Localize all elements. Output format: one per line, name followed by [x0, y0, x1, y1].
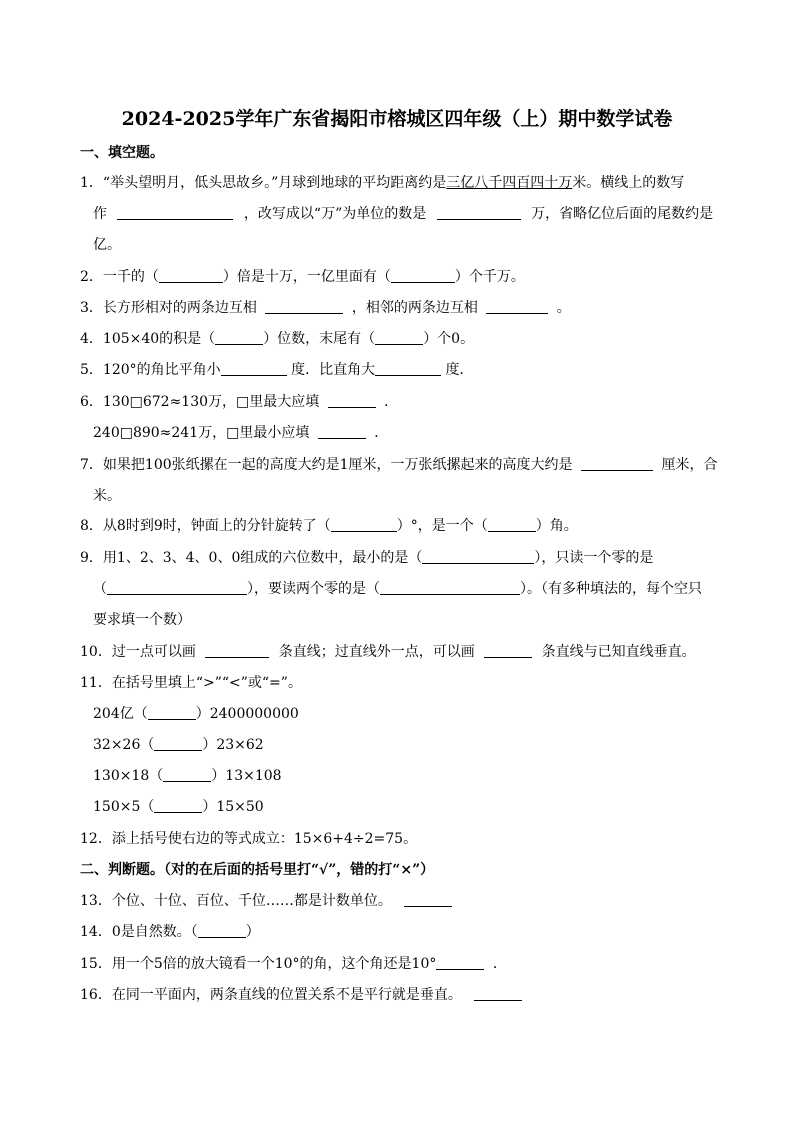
answer-blank[interactable] [375, 361, 441, 376]
answer-blank[interactable] [318, 424, 366, 439]
answer-blank[interactable] [391, 268, 455, 283]
answer-blank[interactable] [205, 643, 269, 658]
answer-blank[interactable] [117, 205, 233, 220]
answer-blank[interactable] [154, 736, 202, 751]
answer-blank[interactable] [221, 361, 287, 376]
comparison-row: 204亿（ ）2400000000 [93, 706, 299, 722]
answer-blank[interactable] [474, 986, 522, 1001]
answer-blank[interactable] [154, 798, 202, 813]
answer-blank[interactable] [484, 643, 532, 658]
page-title: 2024-2025学年广东省揭阳市榕城区四年级（上）期中数学试卷 [121, 108, 673, 130]
answer-blank[interactable] [215, 330, 263, 345]
answer-blank[interactable] [198, 923, 246, 938]
answer-blank[interactable] [107, 580, 247, 595]
question-6-line-1: 6．130□672≈130万，□里最大应填 ． [80, 394, 399, 410]
answer-blank[interactable] [380, 580, 520, 595]
comparison-row: 150×5（ ）15×50 [93, 799, 264, 815]
answer-blank[interactable] [422, 549, 534, 564]
question-9-line-3: 要求填一个数） [93, 612, 191, 628]
question-8: 8．从8时到9时，钟面上的分针旋转了（ ）°，是一个（ ）角。 [80, 518, 578, 534]
underlined-distance: 三亿八千四百四十万 [446, 175, 573, 191]
answer-blank[interactable] [159, 268, 223, 283]
question-9-line-2: （ ），要读两个零的是（ ）。（有多种填法的，每个空只 [93, 581, 702, 597]
question-4: 4．105×40的积是（ ）位数，末尾有（ ）个0。 [80, 331, 475, 347]
question-16: 16．在同一平面内，两条直线的位置关系不是平行就是垂直。 [80, 985, 522, 1005]
question-7-line-1: 7．如果把100张纸摞在一起的高度大约是1厘米，一万张纸摞起来的高度大约是 厘米，合 [80, 457, 718, 473]
question-1-line-1: 1．“举头望明月，低头思故乡。”月球到地球的平均距离约是三亿八千四百四十万米。横线上的数写 [80, 175, 685, 191]
answer-blank[interactable] [328, 393, 376, 408]
answer-blank[interactable] [581, 456, 653, 471]
answer-blank[interactable] [404, 892, 452, 907]
answer-blank[interactable] [163, 767, 211, 782]
answer-blank[interactable] [331, 517, 397, 532]
question-5: 5．120°的角比平角小 度．比直角大 度． [80, 362, 474, 378]
answer-blank[interactable] [436, 955, 484, 970]
question-2: 2．一千的（ ）倍是十万，一亿里面有（ ）个千万。 [80, 269, 525, 285]
answer-blank[interactable] [488, 517, 536, 532]
question-14: 14．0是自然数。（ ） [80, 924, 260, 940]
question-11: 11．在括号里填上“>”“<”或“=”。 [80, 675, 302, 691]
answer-blank[interactable] [148, 705, 196, 720]
answer-blank[interactable] [265, 299, 343, 314]
question-7-line-2: 米。 [93, 488, 121, 504]
question-6-line-2: 240□890≈241万，□里最小应填 ． [93, 425, 389, 441]
question-15: 15．用一个5倍的放大镜看一个10°的角，这个角还是10° ． [80, 956, 507, 972]
answer-blank[interactable] [375, 330, 423, 345]
question-3: 3．长方形相对的两条边互相 ，相邻的两条边互相 。 [80, 300, 571, 316]
question-13: 13．个位、十位、百位、千位……都是计数单位。 [80, 891, 452, 911]
answer-blank[interactable] [486, 299, 548, 314]
question-9-line-1: 9．用1、2、3、4、0、0组成的六位数中，最小的是（ ），只读一个零的是 [80, 550, 654, 566]
comparison-row: 32×26（ ）23×62 [93, 737, 264, 753]
question-1-line-2: 作 ，改写成以“万”为单位的数是 万，省略亿位后面的尾数约是 [93, 206, 714, 222]
question-12: 12．添上括号使右边的等式成立：15×6+4÷2=75。 [80, 831, 418, 847]
question-10: 10．过一点可以画 条直线；过直线外一点，可以画 条直线与已知直线垂直。 [80, 644, 696, 660]
question-1-line-3: 亿。 [93, 237, 121, 253]
section-judgment-heading: 二、判断题。（对的在后面的括号里打“√”，错的打“×”） [80, 862, 435, 878]
section-fill-in-heading: 一、填空题。 [80, 145, 164, 161]
answer-blank[interactable] [437, 205, 521, 220]
comparison-row: 130×18（ ）13×108 [93, 768, 282, 784]
